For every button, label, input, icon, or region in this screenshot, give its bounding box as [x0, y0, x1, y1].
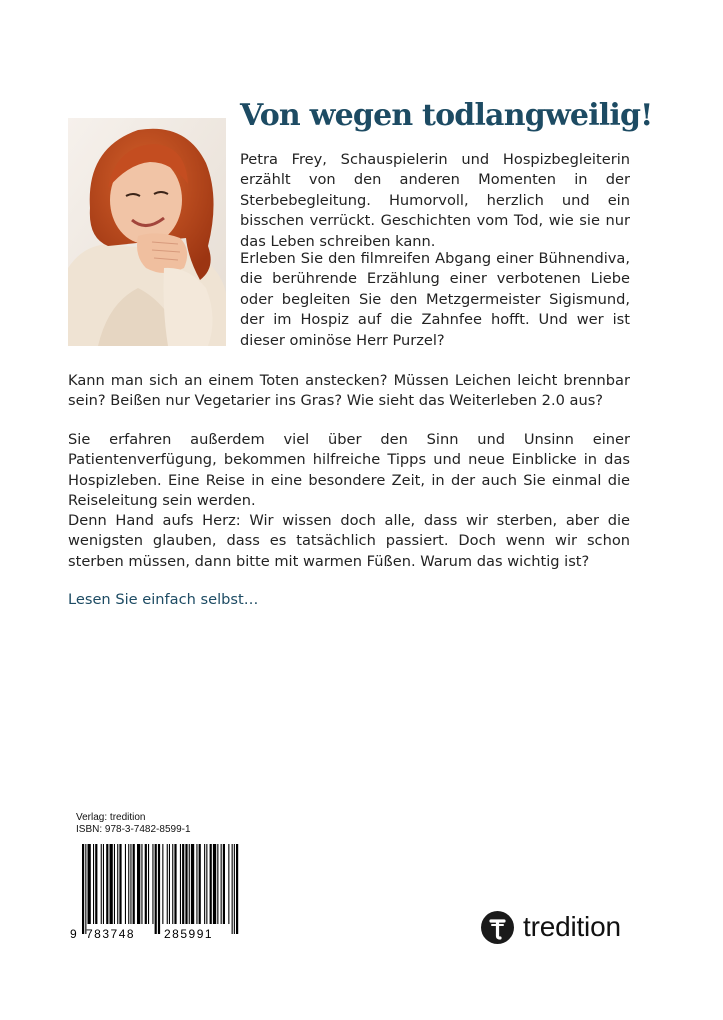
- tredition-logo-icon: [481, 911, 514, 944]
- barcode-bar: [172, 844, 173, 924]
- barcode-bar: [145, 844, 147, 924]
- isbn-barcode: [68, 844, 240, 940]
- barcode-bar: [158, 844, 160, 934]
- info-paragraph: Sie erfahren außerdem viel über den Sinn und Unsinn einer Patientenverfügung, bekommen hilfreiche Tipps und neue Einblicke in das Hospizleben. Eine Reise in eine besondere Zeit, in der auch Sie einmal die Reiseleitung sein werden.: [68, 431, 630, 510]
- isbn-label: ISBN: 978-3-7482-8599-1: [76, 824, 191, 835]
- read-more-line: Lesen Sie einfach selbst…: [68, 591, 259, 608]
- barcode-bar: [110, 844, 113, 924]
- barcode-bar: [148, 844, 149, 924]
- barcode-bar: [199, 844, 201, 924]
- barcode-bar: [213, 844, 216, 924]
- barcode-bar: [232, 844, 233, 934]
- barcode-bar: [185, 844, 187, 924]
- barcode-bar: [133, 844, 135, 924]
- intro-paragraph: Petra Frey, Schauspielerin und Hospizbegleiterin erzählt von den anderen Momenten in der Sterbebegleitung. Humorvoll, herzlich und ein bisschen verrückt. Geschichten vom Tod, wie sie nur das Leben schreiben kann.: [240, 151, 630, 250]
- barcode-bar: [169, 844, 170, 924]
- questions-paragraph: Kann man sich an einem Toten anstecken? Müssen Leichen leicht brennbar sein? Beißen nur Vegetarier ins Gras? Wie sieht das Weiterleben 2.0 aus?: [68, 372, 630, 410]
- barcode-bar: [152, 844, 153, 924]
- barcode-bar: [101, 844, 102, 924]
- barcode-bar: [130, 844, 131, 924]
- barcode-bar: [82, 844, 84, 934]
- barcode-bar: [206, 844, 207, 924]
- barcode-bar: [103, 844, 104, 924]
- barcode-bar: [180, 844, 181, 924]
- barcode-bar: [204, 844, 205, 924]
- barcode-bar: [162, 844, 163, 924]
- barcode-bar: [117, 844, 118, 924]
- headline: Von wegen todlangweilig!: [240, 98, 653, 133]
- barcode-bar: [174, 844, 176, 924]
- barcode-bar: [114, 844, 115, 924]
- barcode-bar: [155, 844, 157, 934]
- barcode-bar: [236, 844, 238, 934]
- author-photo: [68, 118, 226, 346]
- publisher-logo: [481, 908, 621, 946]
- barcode-right-digits: 285991: [164, 927, 214, 940]
- barcode-bar: [167, 844, 168, 924]
- barcode-bar: [221, 844, 222, 924]
- barcode-bar: [125, 844, 126, 924]
- publisher-label: Verlag: tredition: [76, 812, 146, 823]
- barcode-bar: [234, 844, 235, 934]
- barcode-bar: [210, 844, 212, 924]
- stories-paragraph: Erleben Sie den filmreifen Abgang einer Bühnendiva, die berührende Erzählung einer verbotenen Liebe oder begleiten Sie den Metzgermeister Sigismund, der im Hospiz auf die Zahnfee hofft. Und wer ist dieser ominöse Herr Purzel?: [240, 250, 630, 349]
- barcode-bar: [119, 844, 121, 924]
- barcode-bar: [189, 844, 190, 924]
- barcode-bar: [191, 844, 194, 924]
- barcode-bar: [217, 844, 218, 924]
- barcode-lead-digit: 9: [70, 927, 77, 940]
- barcode-bar: [137, 844, 140, 924]
- barcode-bar: [182, 844, 184, 924]
- barcode-bar: [223, 844, 225, 924]
- barcode-bar: [228, 844, 229, 924]
- barcode-bar: [196, 844, 197, 924]
- barcode-bar: [88, 844, 91, 924]
- closing-paragraph: Denn Hand aufs Herz: Wir wissen doch alle, dass wir sterben, aber die wenigsten glauben, dass es tatsächlich passiert. Doch wenn wir schon sterben müssen, dann bitte mit warmen Füßen. Warum das wichtig ist?: [68, 512, 630, 570]
- tredition-logo-text: tredition: [523, 911, 621, 942]
- barcode-left-digits: 783748: [86, 927, 136, 940]
- barcode-bar: [85, 844, 86, 934]
- barcode-bar: [93, 844, 94, 924]
- barcode-bar: [141, 844, 142, 924]
- barcode-bar: [106, 844, 108, 924]
- barcode-bar: [95, 844, 97, 924]
- publisher-info: [76, 812, 191, 836]
- barcode-bar: [128, 844, 129, 924]
